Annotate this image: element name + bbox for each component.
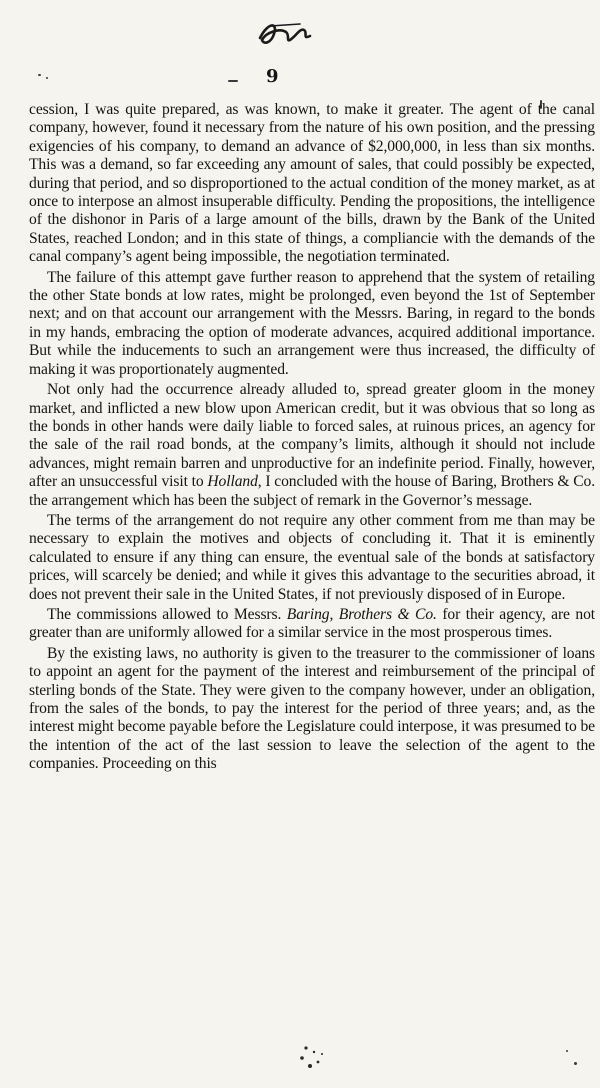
print-speck — [38, 74, 41, 76]
text-run: , I concluded with the house of Baring, Brothers & Co. the arrangement which has been the subject of remark in the Governor’s message. — [29, 473, 595, 509]
text-run: The terms of the arrangement do not require any other comment from me than may be necessary to explain the motives and objects of concluding it. That it is eminently calculated to ensure if any thing can ensure, the eventual sale of the bonds at satisfactory prices, will scarcely be denied; and while it gives this advantage to the securities abroad, it does not prevent their sale in the United States, if not previously disposed of in Europe. — [29, 511, 595, 603]
italic-text-run: Baring, Brothers & Co. — [286, 605, 437, 623]
print-speck — [46, 77, 48, 79]
handwritten-mark — [256, 18, 314, 48]
paragraph — [29, 381, 595, 510]
paragraph — [29, 645, 595, 774]
text-run: The commissions allowed to Messrs. — [47, 605, 287, 623]
paragraph — [29, 512, 595, 604]
paragraph — [29, 101, 595, 267]
ink-smudge — [292, 1040, 332, 1074]
page-number: 9 — [266, 66, 279, 87]
paragraph — [29, 269, 595, 379]
text-run: cession, I was quite prepared, as was known, to make it greater. The agent of the canal company, however, found it necessary from the nature of his own position, and the pressing exigencies of his company, to demand an advance of $2,000,000, in less than six months. This was a demand, so far exceeding any amount of sales, that could possibly be expected, during that period, and so disproportioned to the actual condition of the money market, as at once to interpose an almost insuperable difficulty. Pending the propositions, the intelligence of the dishonor in Paris of a large amount of the bills, drawn by the Bank of the United States, reached London; and in this state of things, a compliancie with the demands of the canal company’s agent being impossible, the negotiation terminated. — [29, 101, 595, 266]
italic-text-run: Holland — [207, 473, 258, 491]
text-run: for their agency, are not greater than are uniformly allowed for a similar service in the most prosperous times. — [29, 605, 595, 642]
text-run: Not only had the occurrence already alluded to, spread greater gloom in the money market, and inflicted a new blow upon American credit, but it was obvious that so long as the bonds in other hands were daily liable to forced sales, at ruinous prices, an agency for the sale of the rail road bonds, at the company’s limits, although it should not include advances, might remain barren and unproductive for an indefinite period. Finally, however, after an unsuccessful visit to — [29, 381, 595, 491]
print-speck — [574, 1062, 577, 1065]
print-speck — [228, 80, 238, 82]
body-text — [29, 101, 595, 776]
text-run: The failure of this attempt gave further reason to apprehend that the system of retailing the other State bonds at low rates, might be prolonged, even beyond the 1st of September next; and on that account our arrangement with the Messrs. Baring, in regard to the bonds in my hands, embracing the option of moderate advances, acquired additional importance. But while the inducements to such an arrangement were thus increased, the difficulty of making it was proportionately augmented. — [29, 268, 595, 378]
print-speck — [566, 1050, 568, 1052]
text-run: By the existing laws, no authority is given to the treasurer to the commissioner of loans to appoint an agent for the payment of the interest and reimbursement of the principal of sterling bonds of the State. They were given to the company however, under an obligation, from the sales of the bonds, to pay the interest for the period of three years; and, as the interest might become payable before the Legislature could interpose, it was presumed to be the intention of the act of the last session to leave the selection of the agent to the companies. Proceeding on this — [29, 644, 595, 773]
paragraph — [29, 606, 595, 643]
